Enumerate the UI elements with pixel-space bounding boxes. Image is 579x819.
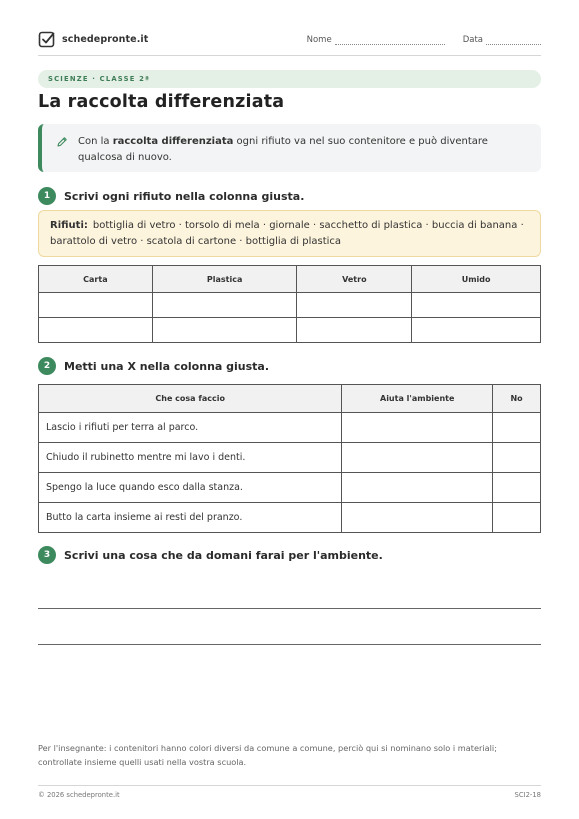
answer-cell[interactable] bbox=[297, 293, 412, 318]
page-title: La raccolta differenziata bbox=[38, 92, 285, 112]
column-header-helps: Aiuta l'ambiente bbox=[342, 385, 493, 413]
column-header-umido: Umido bbox=[412, 266, 541, 293]
table-row bbox=[39, 293, 541, 318]
question-number: 2 bbox=[38, 357, 56, 375]
question-text: Scrivi ogni rifiuto nella colonna giusta. bbox=[64, 189, 305, 203]
question-3 bbox=[38, 546, 383, 564]
sorting-table bbox=[38, 265, 541, 343]
checkbox-cell-helps[interactable] bbox=[342, 473, 493, 503]
student-fields bbox=[307, 35, 541, 45]
question-number: 1 bbox=[38, 187, 56, 205]
name-field[interactable] bbox=[307, 35, 445, 45]
question-1 bbox=[38, 187, 304, 205]
brand bbox=[38, 30, 148, 48]
waste-label: Rifiuti: bbox=[50, 220, 88, 231]
table-header-row bbox=[39, 385, 541, 413]
answer-cell[interactable] bbox=[152, 318, 297, 343]
answer-cell[interactable] bbox=[152, 293, 297, 318]
question-number: 3 bbox=[38, 546, 56, 564]
answer-cell[interactable] bbox=[412, 318, 541, 343]
intro-text bbox=[78, 134, 529, 166]
date-field[interactable] bbox=[463, 35, 541, 45]
question-text: Metti una X nella colonna giusta. bbox=[64, 359, 270, 373]
intro-text-pre: Con la bbox=[78, 136, 113, 147]
column-header-vetro: Vetro bbox=[297, 266, 412, 293]
worksheet-code: SCI2-18 bbox=[514, 791, 541, 799]
column-header-action: Che cosa faccio bbox=[39, 385, 342, 413]
writing-line[interactable] bbox=[38, 644, 541, 645]
checkbox-cell-helps[interactable] bbox=[342, 443, 493, 473]
date-line bbox=[486, 36, 541, 45]
checkbox-cell-helps[interactable] bbox=[342, 503, 493, 533]
table-row bbox=[39, 413, 541, 443]
column-header-plastica: Plastica bbox=[152, 266, 297, 293]
action-text: Chiudo il rubinetto mentre mi lavo i denti. bbox=[39, 443, 342, 473]
brand-name: schedepronte.it bbox=[62, 33, 149, 45]
date-label: Data bbox=[462, 35, 483, 45]
table-row bbox=[39, 443, 541, 473]
table-row bbox=[39, 473, 541, 503]
copyright: © 2026 schedepronte.it bbox=[38, 791, 120, 799]
waste-items: bottiglia di vetro · torsolo di mela · giornale · sacchetto di plastica · buccia di banana · barattolo di vetro · scatola di cartone · bottiglia di plastica bbox=[50, 220, 524, 247]
checkbox-cell-helps[interactable] bbox=[342, 413, 493, 443]
action-table bbox=[38, 384, 541, 533]
name-label: Nome bbox=[306, 35, 332, 45]
teacher-note: Per l'insegnante: i contenitori hanno colori diversi da comune a comune, perciò qui si nominano solo i materiali; controllate insieme quelli usati nella vostra scuola. bbox=[38, 743, 497, 767]
column-header-carta: Carta bbox=[39, 266, 153, 293]
intro-text-bold: raccolta differenziata bbox=[112, 136, 234, 147]
answer-cell[interactable] bbox=[39, 318, 153, 343]
table-row bbox=[39, 318, 541, 343]
page-footer bbox=[38, 785, 541, 799]
intro-box bbox=[38, 124, 541, 172]
answer-cell[interactable] bbox=[297, 318, 412, 343]
intro-text-post: ogni rifiuto va nel suo contenitore e può diventare qualcosa di nuovo. bbox=[78, 136, 488, 163]
pencil-icon bbox=[56, 136, 68, 148]
page-header bbox=[38, 30, 541, 56]
subject-tag: SCIENZE · CLASSE 2ª bbox=[38, 70, 541, 88]
writing-line[interactable] bbox=[38, 608, 541, 609]
answer-cell[interactable] bbox=[39, 293, 153, 318]
checkbox-cell-no[interactable] bbox=[493, 413, 541, 443]
table-row bbox=[39, 503, 541, 533]
waste-list-box bbox=[38, 210, 541, 257]
action-text: Spengo la luce quando esco dalla stanza. bbox=[39, 473, 342, 503]
table-header-row bbox=[39, 266, 541, 293]
column-header-no: No bbox=[493, 385, 541, 413]
action-text: Butto la carta insieme ai resti del pranzo. bbox=[39, 503, 342, 533]
checklist-logo-icon bbox=[38, 30, 56, 48]
action-text: Lascio i rifiuti per terra al parco. bbox=[39, 413, 342, 443]
question-text: Scrivi una cosa che da domani farai per l'ambiente. bbox=[64, 548, 383, 562]
checkbox-cell-no[interactable] bbox=[493, 443, 541, 473]
checkbox-cell-no[interactable] bbox=[493, 503, 541, 533]
answer-cell[interactable] bbox=[412, 293, 541, 318]
name-line bbox=[335, 36, 445, 45]
question-2 bbox=[38, 357, 269, 375]
checkbox-cell-no[interactable] bbox=[493, 473, 541, 503]
